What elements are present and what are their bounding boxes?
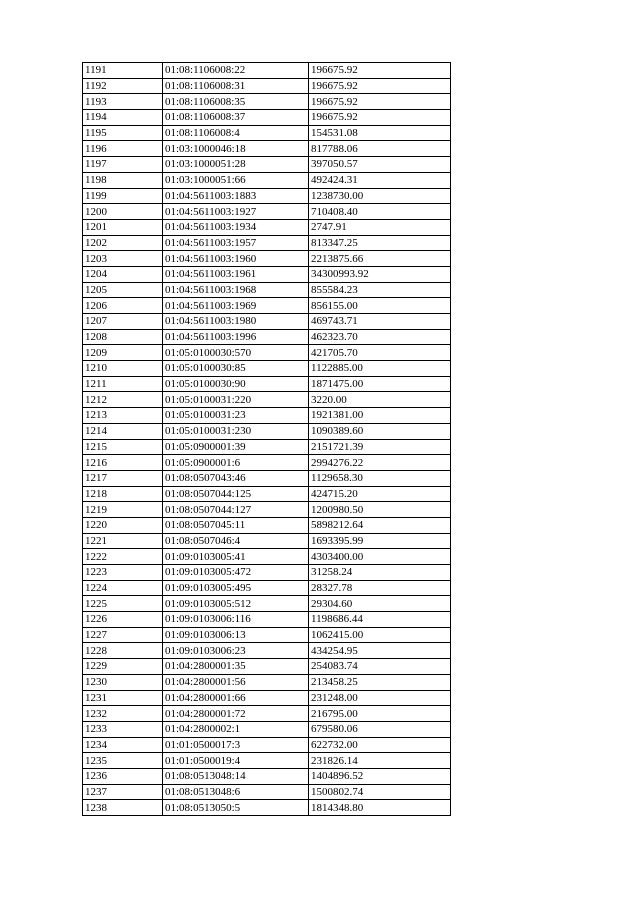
value-cell: 679580.06	[309, 721, 451, 737]
row-number-cell: 1235	[83, 753, 163, 769]
table-row	[83, 172, 451, 188]
row-number-cell: 1236	[83, 768, 163, 784]
value-cell: 710408.40	[309, 204, 451, 220]
value-cell: 28327.78	[309, 580, 451, 596]
cadastral-number-cell: 01:08:0513048:6	[163, 784, 309, 800]
cadastral-number-cell: 01:09:0103005:512	[163, 596, 309, 612]
table-row	[83, 125, 451, 141]
value-cell: 1871475.00	[309, 376, 451, 392]
cadastral-number-cell: 01:03:1000046:18	[163, 141, 309, 157]
cadastral-number-cell: 01:04:2800001:56	[163, 674, 309, 690]
row-number-cell: 1203	[83, 251, 163, 267]
table-row	[83, 110, 451, 126]
value-cell: 397050.57	[309, 157, 451, 173]
row-number-cell: 1207	[83, 314, 163, 330]
value-cell: 29304.60	[309, 596, 451, 612]
row-number-cell: 1199	[83, 188, 163, 204]
table-body	[83, 63, 451, 816]
table-row	[83, 486, 451, 502]
cadastral-number-cell: 01:03:1000051:28	[163, 157, 309, 173]
row-number-cell: 1234	[83, 737, 163, 753]
row-number-cell: 1193	[83, 94, 163, 110]
table-row	[83, 800, 451, 816]
row-number-cell: 1216	[83, 455, 163, 471]
cadastral-number-cell: 01:05:0100031:220	[163, 392, 309, 408]
row-number-cell: 1200	[83, 204, 163, 220]
value-cell: 856155.00	[309, 298, 451, 314]
value-cell: 154531.08	[309, 125, 451, 141]
row-number-cell: 1217	[83, 470, 163, 486]
table-row	[83, 282, 451, 298]
table-row	[83, 627, 451, 643]
cadastral-number-cell: 01:08:1106008:4	[163, 125, 309, 141]
cadastral-number-cell: 01:09:0103005:41	[163, 549, 309, 565]
table-row	[83, 78, 451, 94]
cadastral-number-cell: 01:03:1000051:66	[163, 172, 309, 188]
row-number-cell: 1225	[83, 596, 163, 612]
table-row	[83, 565, 451, 581]
row-number-cell: 1228	[83, 643, 163, 659]
cadastral-number-cell: 01:08:0507045:11	[163, 517, 309, 533]
cadastral-number-cell: 01:04:5611003:1960	[163, 251, 309, 267]
row-number-cell: 1210	[83, 361, 163, 377]
row-number-cell: 1222	[83, 549, 163, 565]
row-number-cell: 1191	[83, 63, 163, 79]
value-cell: 1129658.30	[309, 470, 451, 486]
table-row	[83, 659, 451, 675]
row-number-cell: 1226	[83, 612, 163, 628]
table-row	[83, 470, 451, 486]
table-row	[83, 392, 451, 408]
table-row	[83, 643, 451, 659]
cadastral-number-cell: 01:08:0507046:4	[163, 533, 309, 549]
row-number-cell: 1206	[83, 298, 163, 314]
value-cell: 2213875.66	[309, 251, 451, 267]
value-cell: 4303400.00	[309, 549, 451, 565]
cadastral-number-cell: 01:09:0103006:116	[163, 612, 309, 628]
cadastral-number-cell: 01:05:0100030:570	[163, 345, 309, 361]
table-row	[83, 517, 451, 533]
cadastral-number-cell: 01:08:0513048:14	[163, 768, 309, 784]
table-row	[83, 219, 451, 235]
row-number-cell: 1202	[83, 235, 163, 251]
value-cell: 492424.31	[309, 172, 451, 188]
row-number-cell: 1231	[83, 690, 163, 706]
value-cell: 196675.92	[309, 110, 451, 126]
table-row	[83, 596, 451, 612]
cadastral-number-cell: 01:01:0500019:4	[163, 753, 309, 769]
row-number-cell: 1211	[83, 376, 163, 392]
table-row	[83, 580, 451, 596]
table-row	[83, 376, 451, 392]
row-number-cell: 1221	[83, 533, 163, 549]
table-row	[83, 235, 451, 251]
cadastral-number-cell: 01:08:1106008:31	[163, 78, 309, 94]
cadastral-number-cell: 01:04:5611003:1968	[163, 282, 309, 298]
cadastral-number-cell: 01:09:0103006:13	[163, 627, 309, 643]
table-row	[83, 502, 451, 518]
table-row	[83, 345, 451, 361]
value-cell: 3220.00	[309, 392, 451, 408]
row-number-cell: 1201	[83, 219, 163, 235]
cadastral-number-cell: 01:08:0507043:46	[163, 470, 309, 486]
table-row	[83, 533, 451, 549]
row-number-cell: 1223	[83, 565, 163, 581]
row-number-cell: 1224	[83, 580, 163, 596]
value-cell: 216795.00	[309, 706, 451, 722]
row-number-cell: 1194	[83, 110, 163, 126]
table-row	[83, 141, 451, 157]
cadastral-number-cell: 01:08:0507044:127	[163, 502, 309, 518]
table-row	[83, 314, 451, 330]
value-cell: 231248.00	[309, 690, 451, 706]
cadastral-number-cell: 01:05:0100030:90	[163, 376, 309, 392]
value-cell: 231826.14	[309, 753, 451, 769]
table-row	[83, 188, 451, 204]
table-row	[83, 768, 451, 784]
cadastral-value-table	[82, 62, 451, 816]
cadastral-number-cell: 01:09:0103005:495	[163, 580, 309, 596]
table-row	[83, 251, 451, 267]
cadastral-number-cell: 01:04:5611003:1883	[163, 188, 309, 204]
row-number-cell: 1195	[83, 125, 163, 141]
table-row	[83, 408, 451, 424]
table-row	[83, 94, 451, 110]
value-cell: 813347.25	[309, 235, 451, 251]
table-row	[83, 329, 451, 345]
table-row	[83, 455, 451, 471]
cadastral-number-cell: 01:05:0100030:85	[163, 361, 309, 377]
row-number-cell: 1192	[83, 78, 163, 94]
row-number-cell: 1233	[83, 721, 163, 737]
row-number-cell: 1215	[83, 439, 163, 455]
value-cell: 1238730.00	[309, 188, 451, 204]
value-cell: 1814348.80	[309, 800, 451, 816]
cadastral-number-cell: 01:04:2800002:1	[163, 721, 309, 737]
table-row	[83, 439, 451, 455]
table-row	[83, 737, 451, 753]
value-cell: 1090389.60	[309, 423, 451, 439]
table-row	[83, 361, 451, 377]
value-cell: 1200980.50	[309, 502, 451, 518]
table-row	[83, 721, 451, 737]
cadastral-number-cell: 01:05:0100031:23	[163, 408, 309, 424]
value-cell: 2151721.39	[309, 439, 451, 455]
value-cell: 424715.20	[309, 486, 451, 502]
cadastral-number-cell: 01:04:5611003:1980	[163, 314, 309, 330]
value-cell: 622732.00	[309, 737, 451, 753]
table-row	[83, 612, 451, 628]
value-cell: 1404896.52	[309, 768, 451, 784]
row-number-cell: 1230	[83, 674, 163, 690]
value-cell: 462323.70	[309, 329, 451, 345]
value-cell: 254083.74	[309, 659, 451, 675]
table-row	[83, 706, 451, 722]
row-number-cell: 1205	[83, 282, 163, 298]
value-cell: 31258.24	[309, 565, 451, 581]
cadastral-number-cell: 01:04:5611003:1934	[163, 219, 309, 235]
value-cell: 213458.25	[309, 674, 451, 690]
value-cell: 196675.92	[309, 94, 451, 110]
table-row	[83, 298, 451, 314]
value-cell: 1693395.99	[309, 533, 451, 549]
table-row	[83, 63, 451, 79]
row-number-cell: 1237	[83, 784, 163, 800]
table-row	[83, 204, 451, 220]
cadastral-number-cell: 01:09:0103005:472	[163, 565, 309, 581]
row-number-cell: 1214	[83, 423, 163, 439]
cadastral-number-cell: 01:08:1106008:22	[163, 63, 309, 79]
row-number-cell: 1212	[83, 392, 163, 408]
row-number-cell: 1209	[83, 345, 163, 361]
row-number-cell: 1232	[83, 706, 163, 722]
cadastral-number-cell: 01:04:2800001:66	[163, 690, 309, 706]
cadastral-number-cell: 01:04:5611003:1927	[163, 204, 309, 220]
value-cell: 434254.95	[309, 643, 451, 659]
value-cell: 421705.70	[309, 345, 451, 361]
row-number-cell: 1204	[83, 266, 163, 282]
cadastral-number-cell: 01:04:2800001:35	[163, 659, 309, 675]
value-cell: 1122885.00	[309, 361, 451, 377]
row-number-cell: 1198	[83, 172, 163, 188]
value-cell: 1198686.44	[309, 612, 451, 628]
cadastral-number-cell: 01:08:1106008:37	[163, 110, 309, 126]
row-number-cell: 1229	[83, 659, 163, 675]
cadastral-number-cell: 01:01:0500017:3	[163, 737, 309, 753]
value-cell: 2747.91	[309, 219, 451, 235]
row-number-cell: 1238	[83, 800, 163, 816]
row-number-cell: 1220	[83, 517, 163, 533]
value-cell: 34300993.92	[309, 266, 451, 282]
cadastral-number-cell: 01:04:2800001:72	[163, 706, 309, 722]
table-row	[83, 157, 451, 173]
table-row	[83, 753, 451, 769]
value-cell: 855584.23	[309, 282, 451, 298]
row-number-cell: 1218	[83, 486, 163, 502]
cadastral-number-cell: 01:05:0100031:230	[163, 423, 309, 439]
value-cell: 5898212.64	[309, 517, 451, 533]
value-cell: 196675.92	[309, 63, 451, 79]
row-number-cell: 1208	[83, 329, 163, 345]
table-row	[83, 674, 451, 690]
cadastral-number-cell: 01:08:0513050:5	[163, 800, 309, 816]
cadastral-number-cell: 01:08:1106008:35	[163, 94, 309, 110]
cadastral-number-cell: 01:08:0507044:125	[163, 486, 309, 502]
cadastral-number-cell: 01:09:0103006:23	[163, 643, 309, 659]
row-number-cell: 1213	[83, 408, 163, 424]
value-cell: 2994276.22	[309, 455, 451, 471]
cadastral-number-cell: 01:04:5611003:1957	[163, 235, 309, 251]
row-number-cell: 1219	[83, 502, 163, 518]
table-row	[83, 784, 451, 800]
cadastral-number-cell: 01:04:5611003:1961	[163, 266, 309, 282]
value-cell: 469743.71	[309, 314, 451, 330]
value-cell: 1921381.00	[309, 408, 451, 424]
cadastral-number-cell: 01:04:5611003:1996	[163, 329, 309, 345]
table-row	[83, 266, 451, 282]
cadastral-number-cell: 01:05:0900001:39	[163, 439, 309, 455]
value-cell: 1500802.74	[309, 784, 451, 800]
value-cell: 817788.06	[309, 141, 451, 157]
row-number-cell: 1227	[83, 627, 163, 643]
cadastral-number-cell: 01:04:5611003:1969	[163, 298, 309, 314]
cadastral-number-cell: 01:05:0900001:6	[163, 455, 309, 471]
row-number-cell: 1197	[83, 157, 163, 173]
table-row	[83, 549, 451, 565]
table-row	[83, 423, 451, 439]
value-cell: 196675.92	[309, 78, 451, 94]
row-number-cell: 1196	[83, 141, 163, 157]
table-row	[83, 690, 451, 706]
value-cell: 1062415.00	[309, 627, 451, 643]
